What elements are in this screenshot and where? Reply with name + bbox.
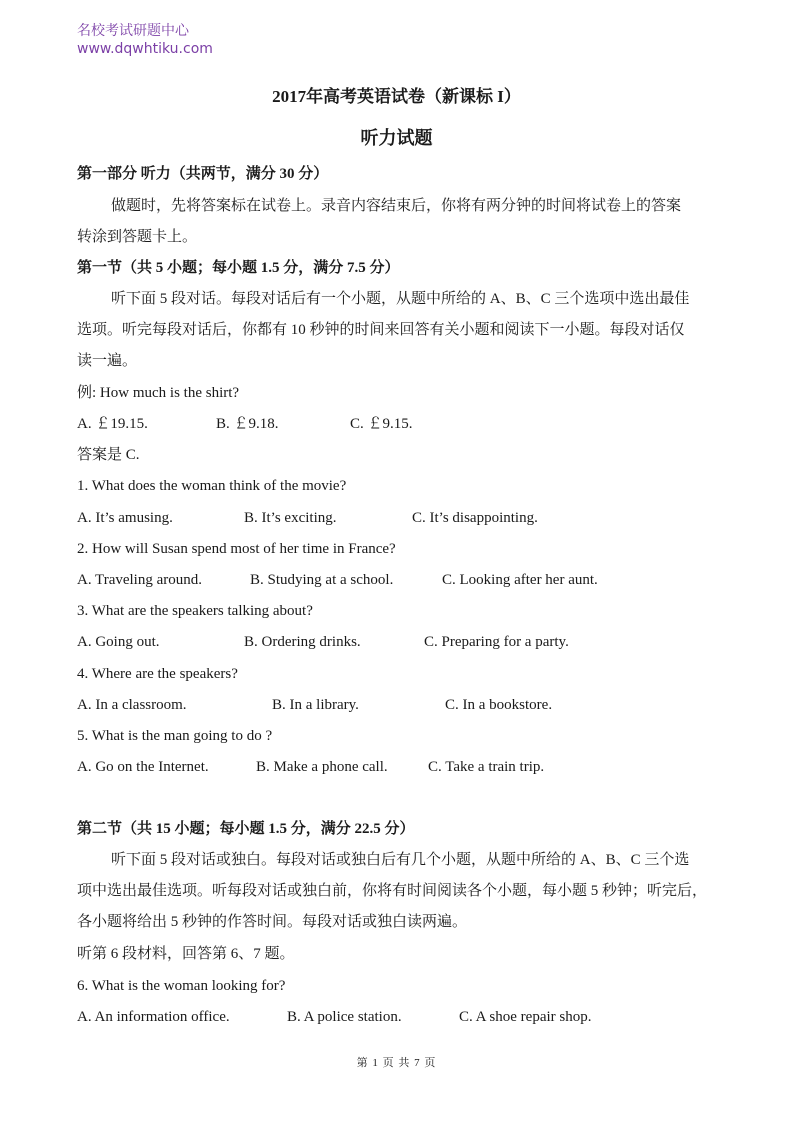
- page-subtitle: 听力试题: [360, 128, 433, 148]
- q1-option-a: A. It’s amusing.: [77, 510, 173, 526]
- q6-option-c: C. A shoe repair shop.: [459, 1009, 592, 1025]
- section2-instruction-line: 各小题将给出 5 秒钟的作答时间。每段对话或独白读两遍。: [77, 914, 468, 930]
- q5-option-c: C. Take a train trip.: [428, 759, 545, 775]
- watermark-name: 名校考试研题中心: [77, 23, 189, 39]
- question-6: 6. What is the woman looking for?: [77, 978, 286, 994]
- example-option-b: B. ￡9.18.: [216, 416, 279, 432]
- section1-instruction-line: 听下面 5 段对话。每段对话后有一个小题，从题中所给的 A、B、C 三个选项中选出最佳: [111, 291, 690, 307]
- q3-option-b: B. Ordering drinks.: [244, 634, 361, 650]
- q4-option-b: B. In a library.: [272, 697, 359, 713]
- q3-option-a: A. Going out.: [77, 634, 160, 650]
- example-question: 例: How much is the shirt?: [77, 385, 240, 401]
- section2-instruction-line: 听下面 5 段对话或独白。每段对话或独白后有几个小题，从题中所给的 A、B、C 三个选: [111, 852, 690, 868]
- q1-option-c: C. It’s disappointing.: [412, 510, 538, 526]
- section2-instruction-line: 项中选出最佳选项。听每段对话或独白前，你将有时间阅读各个小题，每小题 5 秒钟；听完后，: [77, 883, 708, 899]
- part1-instruction-line: 做题时，先将答案标在试卷上。录音内容结束后，你将有两分钟的时间将试卷上的答案: [111, 198, 682, 214]
- part1-instruction-line: 转涂到答题卡上。: [77, 229, 198, 245]
- section1-heading: 第一节（共 5 小题；每小题 1.5 分，满分 7.5 分）: [77, 260, 400, 276]
- question-2: 2. How will Susan spend most of her time in France?: [77, 541, 396, 557]
- section1-instruction-line: 选项。听完每段对话后，你都有 10 秒钟的时间来回答有关小题和阅读下一小题。每段对话仅: [77, 322, 685, 338]
- q6-option-a: A. An information office.: [77, 1009, 230, 1025]
- q4-option-c: C. In a bookstore.: [445, 697, 553, 713]
- section2-material: 听第 6 段材料，回答第 6、7 题。: [77, 946, 295, 962]
- q4-option-a: A. In a classroom.: [77, 697, 187, 713]
- q3-option-c: C. Preparing for a party.: [424, 634, 569, 650]
- part1-heading: 第一部分 听力（共两节，满分 30 分）: [77, 166, 329, 182]
- q6-option-b: B. A police station.: [287, 1009, 402, 1025]
- q5-option-a: A. Go on the Internet.: [77, 759, 209, 775]
- q2-option-c: C. Looking after her aunt.: [442, 572, 598, 588]
- q2-option-a: A. Traveling around.: [77, 572, 202, 588]
- q5-option-b: B. Make a phone call.: [256, 759, 388, 775]
- question-4: 4. Where are the speakers?: [77, 666, 238, 682]
- question-5: 5. What is the man going to do ?: [77, 728, 273, 744]
- question-1: 1. What does the woman think of the movie?: [77, 478, 347, 494]
- watermark-url: www.dqwhtiku.com: [77, 41, 213, 57]
- q2-option-b: B. Studying at a school.: [250, 572, 394, 588]
- question-3: 3. What are the speakers talking about?: [77, 603, 313, 619]
- section2-heading: 第二节（共 15 小题；每小题 1.5 分，满分 22.5 分）: [77, 821, 415, 837]
- page-number-footer: 第 1 页 共 7 页: [356, 1057, 437, 1069]
- section1-instruction-line: 读一遍。: [77, 353, 138, 369]
- example-option-c: C. ￡9.15.: [350, 416, 413, 432]
- q1-option-b: B. It’s exciting.: [244, 510, 337, 526]
- example-answer: 答案是 C.: [77, 447, 140, 463]
- page-title: 2017年高考英语试卷（新课标 I）: [272, 87, 521, 106]
- example-option-a: A. ￡19.15.: [77, 416, 148, 432]
